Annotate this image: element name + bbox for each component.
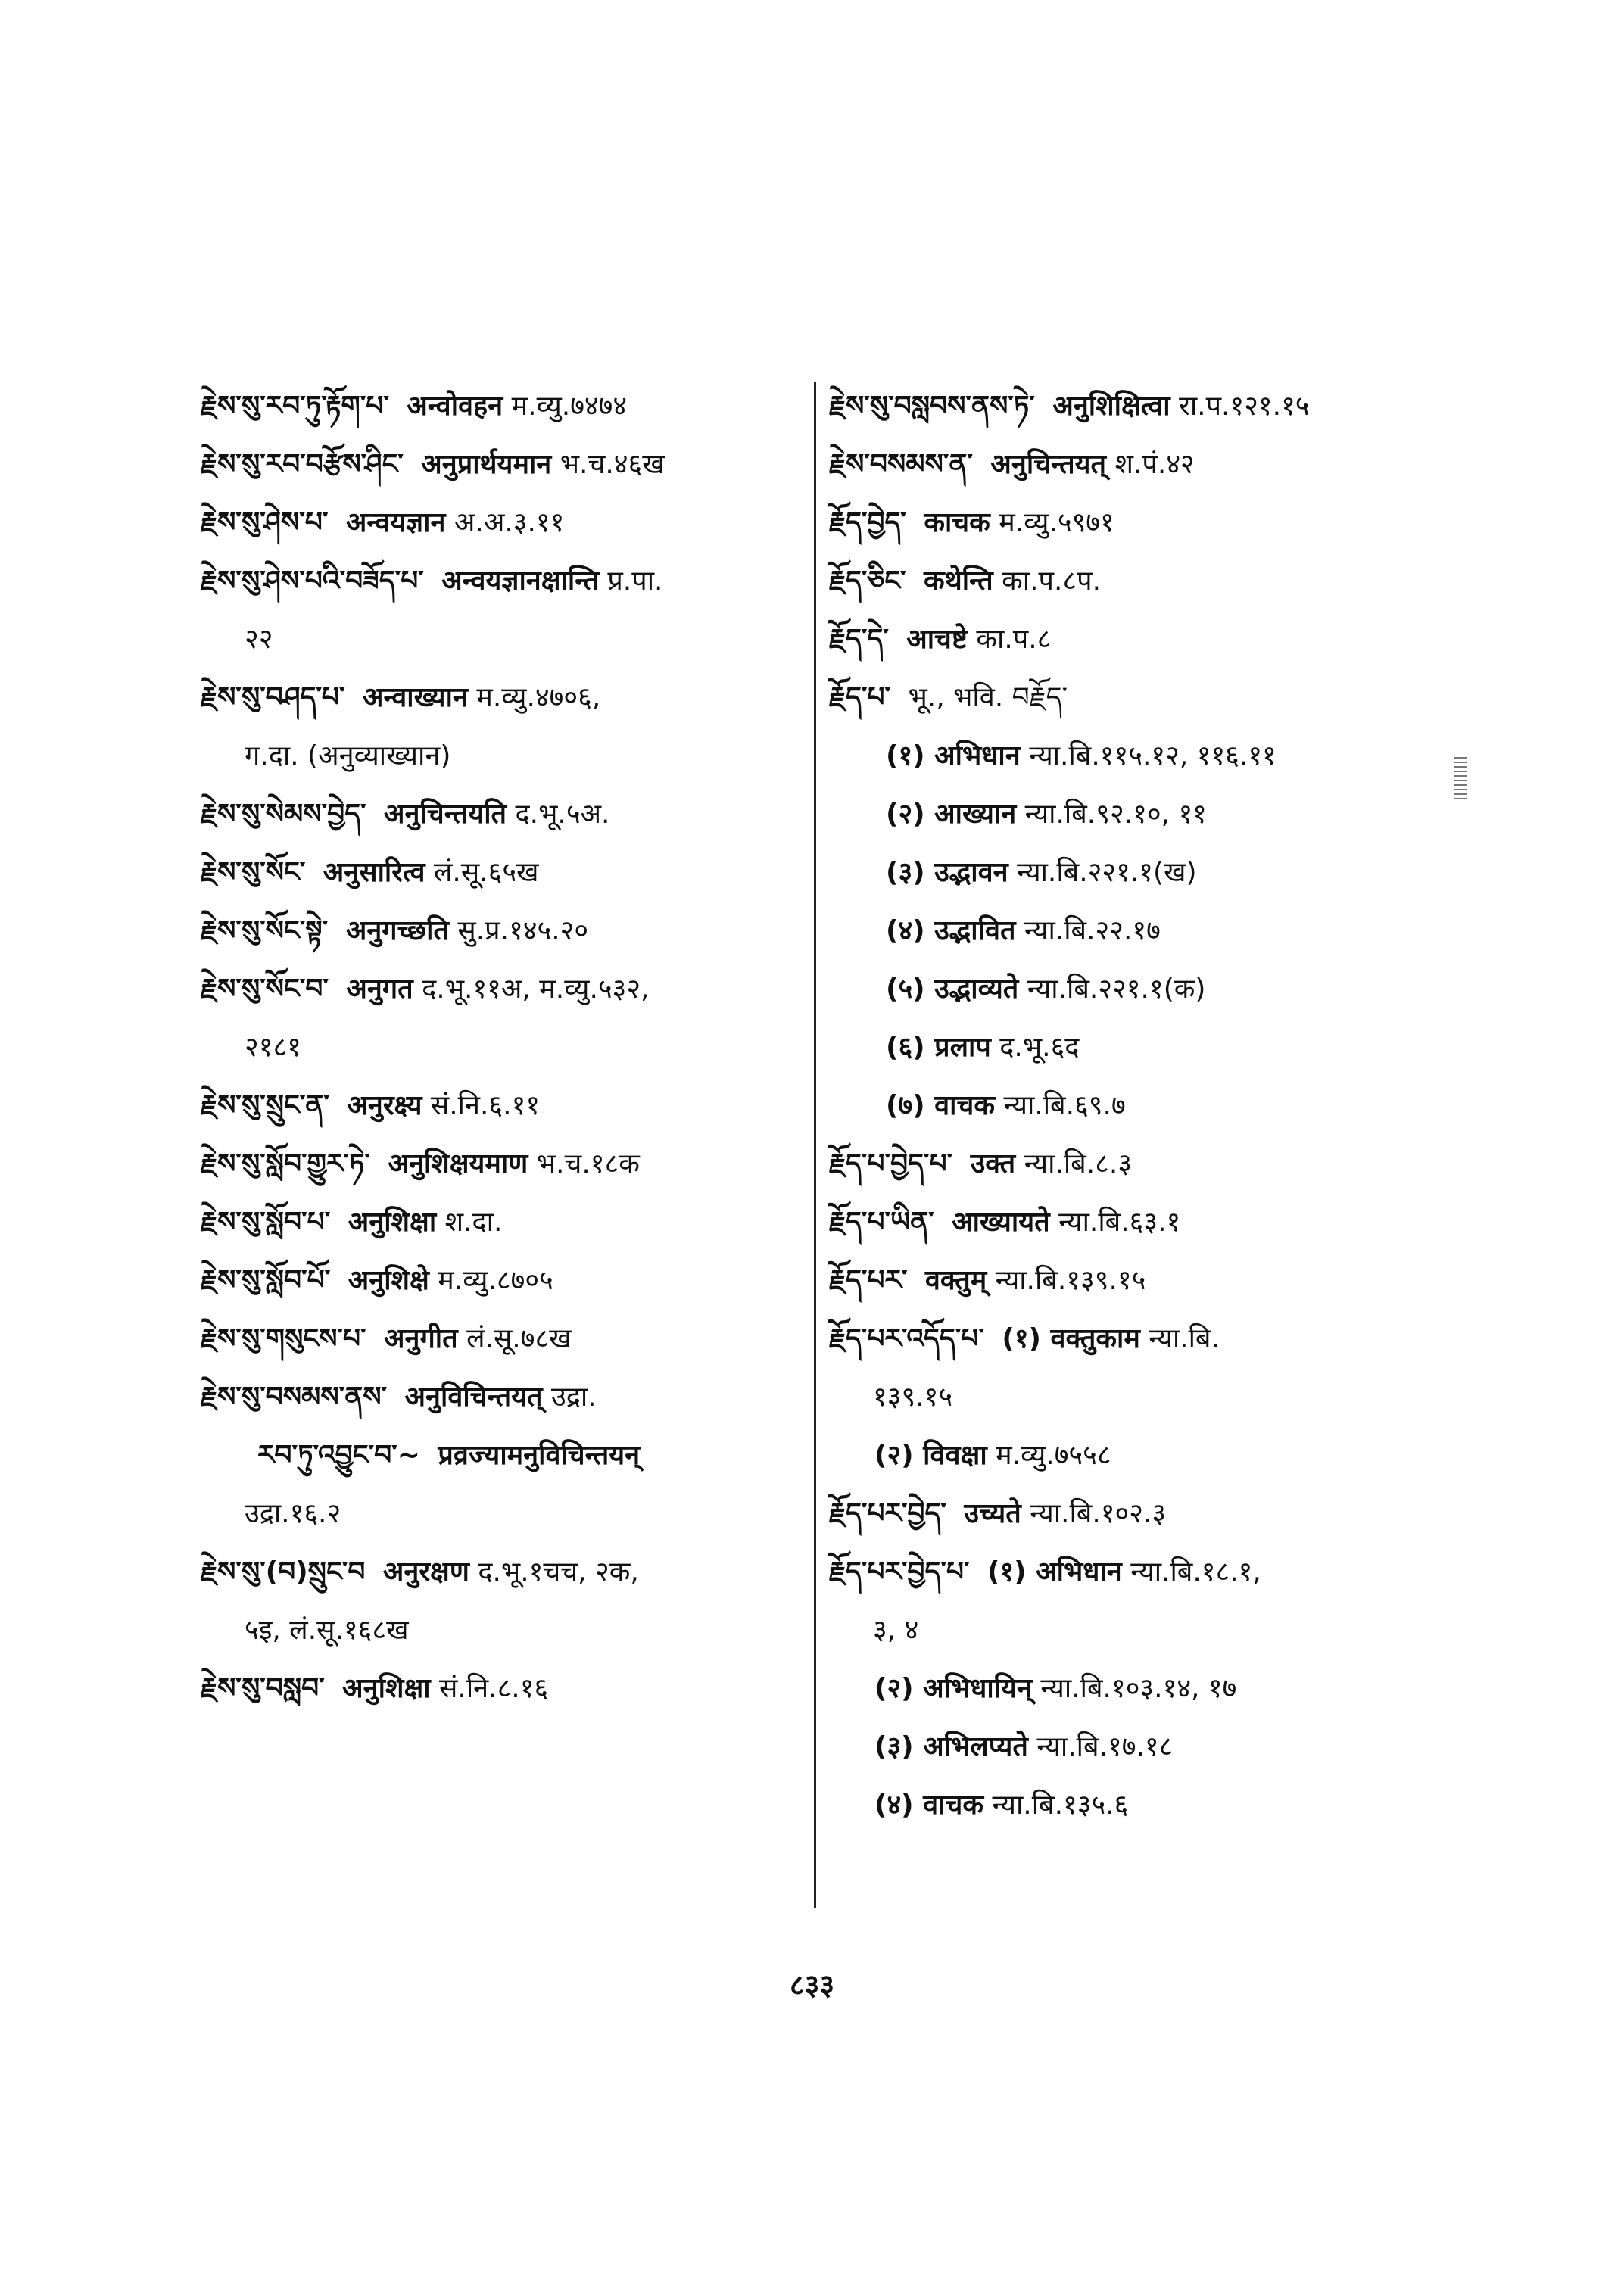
tibetan-term: རྗོད་པར་བྱེད་ [829,1498,946,1529]
source-reference: द.भू.११अ, म.व्यु.५३२, [422,974,650,1005]
entry-continuation: ३, ४ [873,1615,919,1646]
source-reference: म.व्यु.५९७१ [999,507,1114,538]
sanskrit-equivalent: आचष्टे [906,624,968,655]
dictionary-entry [201,1193,806,1251]
dictionary-entry [201,377,806,435]
source-reference: द.भू.१चच, २क, [478,1556,639,1587]
dictionary-entry [829,1018,1457,1076]
tibetan-term: རྗེས་སུ་སོང་སྟེ་ [201,915,329,946]
dictionary-entry [829,843,1457,902]
tibetan-term: རྗེས་སུ་(བ)སྲུང་བ [201,1556,366,1587]
tibetan-term: རྗོད་པར་འདོད་པ་ [829,1323,984,1354]
source-reference: न्या.बि.९२.१०, ११ [1024,799,1207,830]
entry-continuation: उद्रा.१६.२ [245,1498,341,1529]
tibetan-term: རྗོད་བྱེད་ [829,507,906,538]
dictionary-entry [201,1368,806,1426]
dictionary-entry [201,1485,806,1543]
tibetan-term: རྗོད་པ་ [829,682,891,713]
dictionary-entry [829,902,1457,960]
source-reference: न्या.बि.११५.१२, ११६.११ [1029,740,1276,771]
source-reference: लं.सू.७८ख [466,1323,572,1354]
sanskrit-equivalent: काचक [924,507,990,538]
dictionary-entry [201,494,806,552]
source-reference: न्या.बि.६३.१ [1058,1207,1181,1238]
entry-continuation: २२ [245,624,273,655]
entry-continuation: २१८१ [245,1032,301,1063]
dictionary-entry [201,1310,806,1368]
source-reference: म.व्यु.८७०५ [438,1265,553,1296]
source-reference: द.भू.६द [999,1032,1080,1063]
source-reference: सं.नि.६.११ [430,1090,541,1121]
dictionary-entry [829,377,1457,435]
dictionary-entry [829,610,1457,668]
source-reference: न्या.बि.२२१.१(ख) [1017,857,1197,888]
source-reference: सु.प्र.१४५.२० [457,915,589,946]
dictionary-entry [201,902,806,960]
source-reference: न्या.बि.६९.७ [1003,1090,1126,1121]
source-reference: न्या.बि.२२१.१(क) [1027,974,1206,1005]
tibetan-term: རྗོད་དེ་ [829,624,889,655]
sanskrit-equivalent: अनुप्रार्थयमान [421,449,552,480]
dictionary-entry [829,1659,1457,1718]
sanskrit-equivalent: अनुचिन्तयति [384,799,507,830]
source-reference: श.पं.४२ [1114,449,1195,480]
sanskrit-equivalent: अन्वाख्यान [363,682,468,713]
source-reference: सं.नि.८.१६ [439,1673,549,1704]
source-reference: का.प.८प. [1002,565,1102,597]
tibetan-term: རྗེས་སུ་སེམས་བྱེད་ [201,799,366,830]
sanskrit-equivalent: आख्यायते [952,1207,1050,1238]
sanskrit-equivalent: अनुगच्छति [345,915,449,946]
source-reference: न्या.बि.२२.१७ [1024,915,1161,946]
tibetan-term: རྗོད་ཅིང་ [829,565,906,597]
sanskrit-equivalent: प्रव्रज्यामनुविचिन्तयन् [438,1440,641,1471]
source-reference: म.व्यु.४७०६, [476,682,601,713]
dictionary-entry [201,960,806,1018]
dictionary-entry [829,668,1457,727]
source-reference: न्या.बि.१३९.१५ [995,1265,1146,1296]
sanskrit-equivalent: (७) वाचक [886,1090,996,1121]
sanskrit-equivalent: कथेन्ति [924,565,993,597]
dictionary-entry [201,435,806,494]
tibetan-term: རྗེས་སུ་སློབ་པ་ [201,1207,331,1238]
sanskrit-equivalent: (३) अभिलप्यते [874,1731,1028,1762]
tibetan-term: རྗེས་སུ་ཤེས་པའི་བཟོད་པ་ [201,565,424,597]
sanskrit-equivalent: (४) वाचक [874,1790,984,1821]
sanskrit-equivalent: अनुशिक्षा [348,1207,437,1238]
dictionary-entry [201,1018,806,1076]
source-reference: श.दा. [444,1207,503,1238]
dictionary-entry [829,1543,1457,1601]
dictionary-entry [201,1659,806,1718]
tibetan-term: རྗོད་པར་བྱེད་པ་ [829,1556,970,1587]
sanskrit-equivalent: अनुशिक्षित्वा [1052,391,1170,422]
dictionary-entry [829,960,1457,1018]
sanskrit-equivalent: अनुविचिन्तयत् [404,1382,543,1413]
sanskrit-equivalent: अन्वोवहन [407,391,503,422]
tibetan-term: རྗེས་སུ་ཤེས་པ་ [201,507,329,538]
source-reference: न्या.बि.८.३ [1024,1148,1133,1179]
dictionary-entry [829,1601,1457,1659]
dictionary-entry [201,1251,806,1310]
sanskrit-equivalent: उक्त [970,1148,1016,1179]
source-reference: न्या.बि. [1149,1323,1220,1354]
dictionary-entry [829,1485,1457,1543]
sanskrit-equivalent: अनुचिन्तयत् [990,449,1107,480]
tibetan-term: རྗེས་སུ་བསླབས་ནས་ཏེ་ [829,391,1035,422]
sanskrit-equivalent: (२) विवक्षा [874,1440,987,1471]
dictionary-entry [201,1076,806,1135]
source-reference: प्र.पा. [607,565,663,597]
dictionary-entry [201,1135,806,1193]
source-reference: का.प.८ [976,624,1052,655]
dictionary-entry [829,435,1457,494]
tibetan-term: རྗེས་སུ་རབ་ཏུ་རྟོག་པ་ [201,391,389,422]
dictionary-entry [201,785,806,843]
sanskrit-equivalent: अनुगीत [384,1323,458,1354]
tibetan-term: རྗེས་བསམས་ན་ [829,449,973,480]
dictionary-entry [829,1076,1457,1135]
column-divider [814,382,816,1908]
tibetan-term: རབ་ཏུ་འབྱུང་བ་~ [257,1440,420,1471]
dictionary-entry [201,727,806,785]
tibetan-term: རྗེས་སུ་བཤད་པ་ [201,682,345,713]
source-reference: उद्रा. [551,1382,597,1413]
sanskrit-equivalent: (२) अभिधायिन् [874,1673,1032,1704]
tibetan-term: རྗོད་པར་ [829,1265,908,1296]
dictionary-entry [201,843,806,902]
sanskrit-equivalent: अन्वयज्ञान [345,507,446,538]
sanskrit-equivalent: अनुरक्ष्य [347,1090,422,1121]
dictionary-entry [201,1426,806,1485]
tibetan-term: རྗེས་སུ་སྲུང་ན་ [201,1090,329,1121]
tibetan-term: རྗེས་སུ་བསམས་ནས་ [201,1382,388,1413]
tibetan-term: རྗེས་སུ་སོང་བ་ [201,974,329,1005]
sanskrit-equivalent: (४) उद्भावित [886,915,1016,946]
dictionary-entry [201,1601,806,1659]
dictionary-entry [201,552,806,610]
sanskrit-equivalent: अनुगत [346,974,413,1005]
entry-continuation: ग.दा. (अनुव्याख्यान) [245,740,451,771]
source-reference: भ.च.१८क [536,1148,640,1179]
page-number: ८३३ [789,1968,835,2002]
tibetan-term: རྗོད་པ་ཡིན་ [829,1207,934,1238]
dictionary-entry [829,1135,1457,1193]
dictionary-entry [201,668,806,727]
sanskrit-equivalent: उच्यते [964,1498,1021,1529]
source-reference: द.भू.५अ. [515,799,610,830]
dictionary-entry [829,1251,1457,1310]
source-reference: न्या.बि.१८.१, [1130,1556,1261,1587]
source-reference: अ.अ.३.११ [454,507,565,538]
tibetan-term: རྗེས་སུ་སློབ་པོ་ [201,1265,331,1296]
sanskrit-equivalent: अनुशिक्षा [342,1673,431,1704]
dictionary-entry [829,1368,1457,1426]
sanskrit-equivalent: वक्तुम् [924,1265,987,1296]
dictionary-entry [201,1543,806,1601]
dictionary-entry [829,1193,1457,1251]
sanskrit-equivalent: (३) उद्भावन [886,857,1008,888]
source-reference: भू., भवि. བརྗོད་ [908,682,1068,713]
margin-mark [1454,757,1467,802]
sanskrit-equivalent: (५) उद्भाव्यते [886,974,1019,1005]
sanskrit-equivalent: (२) आख्यान [886,799,1017,830]
source-reference: म.व्यु.७४७४ [511,391,628,422]
sanskrit-equivalent: अनुशिक्षे [348,1265,429,1296]
source-reference: भ.च.४६ख [560,449,665,480]
dictionary-entry [829,785,1457,843]
source-reference: न्या.बि.१०३.१४, १७ [1040,1673,1237,1704]
source-reference: म.व्यु.७५५८ [996,1440,1111,1471]
sanskrit-equivalent: (१) वक्तुकाम [1002,1323,1140,1354]
sanskrit-equivalent: (१) अभिधान [987,1556,1122,1587]
source-reference: न्या.बि.१०२.३ [1030,1498,1167,1529]
source-reference: न्या.बि.१३५.६ [992,1790,1129,1821]
dictionary-entry [829,1718,1457,1776]
source-reference: न्या.बि.१७.१८ [1036,1731,1174,1762]
dictionary-entry [829,1310,1457,1368]
dictionary-entry [829,552,1457,610]
dictionary-entry [829,1426,1457,1485]
entry-continuation: १३९.१५ [873,1382,953,1413]
sanskrit-equivalent: (१) अभिधान [886,740,1021,771]
sanskrit-equivalent: अनुरक्षण [382,1556,469,1587]
source-reference: लं.सू.६५ख [433,857,539,888]
tibetan-term: རྗོད་པ་བྱེད་པ་ [829,1148,953,1179]
dictionary-entry [829,494,1457,552]
tibetan-term: རྗེས་སུ་སོང་ [201,857,306,888]
left-column [201,377,806,1718]
tibetan-term: རྗེས་སུ་སློབ་གྱུར་ཏེ་ [201,1148,370,1179]
sanskrit-equivalent: अनुसारित्व [323,857,425,888]
sanskrit-equivalent: अनुशिक्षयमाण [388,1148,528,1179]
tibetan-term: རྗེས་སུ་གསུངས་པ་ [201,1323,366,1354]
dictionary-entry [201,610,806,668]
source-reference: रा.प.१२१.१५ [1179,391,1310,422]
dictionary-entry [829,1776,1457,1834]
dictionary-entry [829,727,1457,785]
entry-continuation: ५इ, लं.सू.१६८ख [245,1615,409,1646]
tibetan-term: རྗེས་སུ་བསླབ་ [201,1673,325,1704]
sanskrit-equivalent: अन्वयज्ञानक्षान्ति [441,565,599,597]
sanskrit-equivalent: (६) प्रलाप [886,1032,991,1063]
right-column [829,377,1457,1834]
tibetan-term: རྗེས་སུ་རབ་བརྩོས་ཤིང་ [201,449,404,480]
